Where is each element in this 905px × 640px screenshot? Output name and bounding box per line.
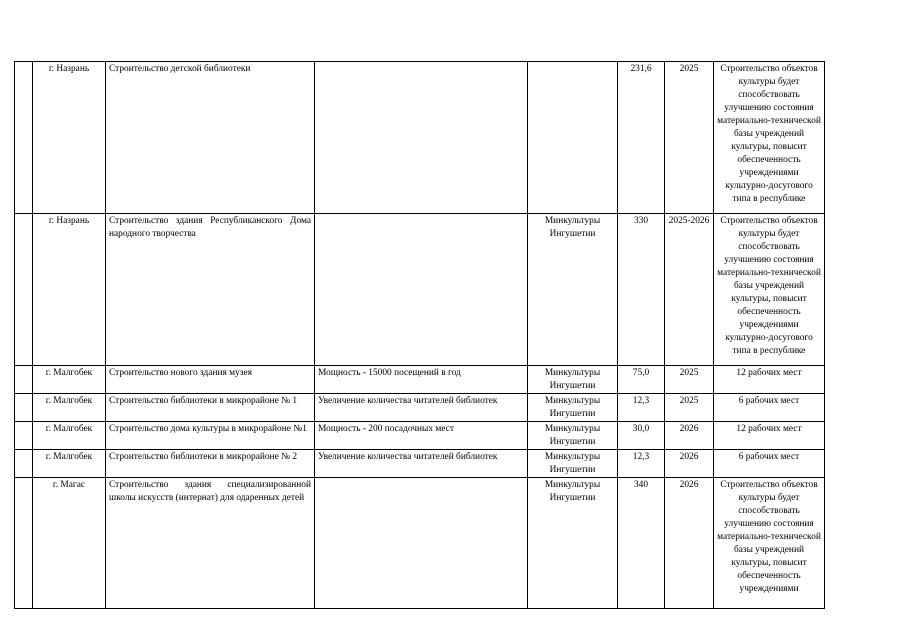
responsible-cell: Минкультуры Ингушетии <box>528 478 618 609</box>
cost-cell: 12,3 <box>618 394 665 422</box>
responsible-cell: Минкультуры Ингушетии <box>528 394 618 422</box>
city-cell: г. Малгобек <box>33 450 106 478</box>
row-number-cell <box>15 214 33 366</box>
row-number-cell <box>15 478 33 609</box>
responsible-cell: Минкультуры Ингушетии <box>528 422 618 450</box>
city-cell: г. Назрань <box>33 214 106 366</box>
result-cell: 12 рабочих мест <box>714 422 825 450</box>
table-row <box>15 214 825 366</box>
object-name-cell: Строительство нового здания музея <box>106 366 315 394</box>
table-row <box>15 450 825 478</box>
capacity-cell <box>315 478 528 609</box>
responsible-cell: Минкультуры Ингушетии <box>528 450 618 478</box>
capacity-cell <box>315 62 528 214</box>
cost-cell: 340 <box>618 478 665 609</box>
cost-cell: 330 <box>618 214 665 366</box>
object-name-cell: Строительство здания Республиканского Дома народного творчества <box>106 214 315 366</box>
responsible-cell: Минкультуры Ингушетии <box>528 366 618 394</box>
result-cell: Строительство объектов культуры будет способствовать улучшению состояния материально-технической базы учреждений культуры, повысит обеспеченность учреждениями культурно-досугового типа в республике <box>714 214 825 366</box>
result-cell: 6 рабочих мест <box>714 394 825 422</box>
capacity-cell: Мощность - 15000 посещений в год <box>315 366 528 394</box>
years-cell: 2025-2026 <box>665 214 714 366</box>
result-cell: Строительство объектов культуры будет способствовать улучшению состояния материально-технической базы учреждений культуры, повысит обеспеченность учреждениями <box>714 478 825 609</box>
capacity-cell: Увеличение количества читателей библиотек <box>315 394 528 422</box>
table-row <box>15 422 825 450</box>
years-cell: 2026 <box>665 450 714 478</box>
object-name-cell: Строительство дома культуры в микрорайоне №1 <box>106 422 315 450</box>
row-number-cell <box>15 422 33 450</box>
row-number-cell <box>15 450 33 478</box>
years-cell: 2026 <box>665 422 714 450</box>
projects-table <box>14 61 825 609</box>
table-row <box>15 478 825 609</box>
city-cell: г. Малгобек <box>33 394 106 422</box>
object-name-cell: Строительство библиотеки в микрорайоне № 1 <box>106 394 315 422</box>
capacity-cell: Увеличение количества читателей библиотек <box>315 450 528 478</box>
row-number-cell <box>15 366 33 394</box>
result-cell: 6 рабочих мест <box>714 450 825 478</box>
cost-cell: 231,6 <box>618 62 665 214</box>
city-cell: г. Назрань <box>33 62 106 214</box>
years-cell: 2025 <box>665 62 714 214</box>
responsible-cell: Минкультуры Ингушетии <box>528 214 618 366</box>
cost-cell: 12,3 <box>618 450 665 478</box>
city-cell: г. Магас <box>33 478 106 609</box>
cost-cell: 30,0 <box>618 422 665 450</box>
object-name-cell: Строительство библиотеки в микрорайоне № 2 <box>106 450 315 478</box>
years-cell: 2025 <box>665 366 714 394</box>
object-name-cell: Строительство здания специализированной школы искусств (интернат) для одаренных детей <box>106 478 315 609</box>
table-row <box>15 366 825 394</box>
responsible-cell <box>528 62 618 214</box>
capacity-cell <box>315 214 528 366</box>
result-cell: Строительство объектов культуры будет способствовать улучшению состояния материально-технической базы учреждений культуры, повысит обеспеченность учреждениями культурно-досугового типа в республике <box>714 62 825 214</box>
row-number-cell <box>15 62 33 214</box>
city-cell: г. Малгобек <box>33 366 106 394</box>
city-cell: г. Малгобек <box>33 422 106 450</box>
result-cell: 12 рабочих мест <box>714 366 825 394</box>
table-row <box>15 394 825 422</box>
table-row <box>15 62 825 214</box>
object-name-cell: Строительство детской библиотеки <box>106 62 315 214</box>
years-cell: 2025 <box>665 394 714 422</box>
row-number-cell <box>15 394 33 422</box>
cost-cell: 75,0 <box>618 366 665 394</box>
years-cell: 2026 <box>665 478 714 609</box>
capacity-cell: Мощность - 200 посадочных мест <box>315 422 528 450</box>
